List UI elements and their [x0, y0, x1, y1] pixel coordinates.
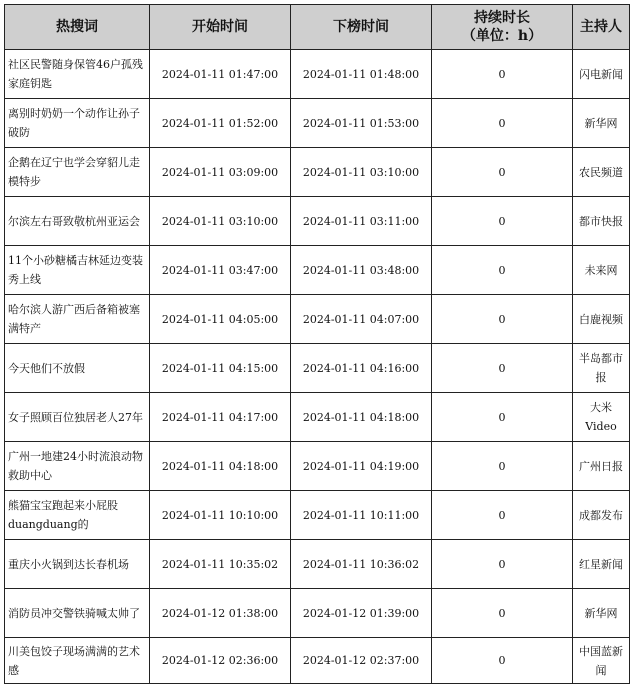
cell-host: 未来网 [573, 246, 630, 295]
cell-host: 红星新闻 [573, 540, 630, 589]
cell-end-time: 2024-01-11 04:16:00 [291, 344, 432, 393]
cell-end-time: 2024-01-11 10:36:02 [291, 540, 432, 589]
cell-keyword: 企鹅在辽宁也学会穿貂儿走模特步 [5, 148, 150, 197]
cell-duration: 0 [432, 393, 573, 442]
cell-duration: 0 [432, 50, 573, 99]
cell-start-time: 2024-01-11 04:15:00 [150, 344, 291, 393]
cell-start-time: 2024-01-11 04:17:00 [150, 393, 291, 442]
table-row [5, 99, 630, 148]
cell-duration: 0 [432, 442, 573, 491]
cell-duration: 0 [432, 589, 573, 638]
cell-host: 半岛都市报 [573, 344, 630, 393]
cell-duration: 0 [432, 491, 573, 540]
table-row [5, 638, 630, 684]
cell-start-time: 2024-01-11 10:10:00 [150, 491, 291, 540]
cell-host: 闪电新闻 [573, 50, 630, 99]
cell-keyword: 11个小砂糖橘吉林延边变装秀上线 [5, 246, 150, 295]
table-row [5, 540, 630, 589]
header-host: 主持人 [573, 5, 630, 50]
cell-host: 都市快报 [573, 197, 630, 246]
table-header [5, 5, 630, 50]
cell-host: 新华网 [573, 99, 630, 148]
cell-start-time: 2024-01-11 04:18:00 [150, 442, 291, 491]
cell-keyword: 女子照顾百位独居老人27年 [5, 393, 150, 442]
cell-end-time: 2024-01-11 04:18:00 [291, 393, 432, 442]
cell-duration: 0 [432, 148, 573, 197]
cell-start-time: 2024-01-11 01:47:00 [150, 50, 291, 99]
table-row [5, 442, 630, 491]
cell-duration: 0 [432, 638, 573, 684]
table-row [5, 197, 630, 246]
cell-start-time: 2024-01-11 03:47:00 [150, 246, 291, 295]
header-duration [432, 5, 573, 50]
cell-start-time: 2024-01-11 10:35:02 [150, 540, 291, 589]
table-row [5, 344, 630, 393]
cell-duration: 0 [432, 344, 573, 393]
hot-search-table [4, 4, 630, 684]
cell-keyword: 尔滨左右哥致敬杭州亚运会 [5, 197, 150, 246]
cell-end-time: 2024-01-12 02:37:00 [291, 638, 432, 684]
cell-end-time: 2024-01-11 04:07:00 [291, 295, 432, 344]
cell-keyword: 熊猫宝宝跑起来小屁股duangduang的 [5, 491, 150, 540]
cell-end-time: 2024-01-12 01:39:00 [291, 589, 432, 638]
cell-keyword: 消防员冲交警铁骑喊太帅了 [5, 589, 150, 638]
table-row [5, 246, 630, 295]
header-keyword: 热搜词 [5, 5, 150, 50]
cell-duration: 0 [432, 197, 573, 246]
table-body [5, 50, 630, 684]
cell-start-time: 2024-01-11 01:52:00 [150, 99, 291, 148]
cell-end-time: 2024-01-11 01:48:00 [291, 50, 432, 99]
cell-end-time: 2024-01-11 04:19:00 [291, 442, 432, 491]
cell-keyword: 今天他们不放假 [5, 344, 150, 393]
cell-end-time: 2024-01-11 03:11:00 [291, 197, 432, 246]
cell-duration: 0 [432, 99, 573, 148]
cell-host: 农民频道 [573, 148, 630, 197]
table-row [5, 491, 630, 540]
cell-start-time: 2024-01-12 02:36:00 [150, 638, 291, 684]
cell-duration: 0 [432, 246, 573, 295]
cell-host: 成都发布 [573, 491, 630, 540]
cell-duration: 0 [432, 295, 573, 344]
cell-end-time: 2024-01-11 03:10:00 [291, 148, 432, 197]
cell-host: 大米Video [573, 393, 630, 442]
cell-keyword: 重庆小火锅到达长春机场 [5, 540, 150, 589]
cell-keyword: 哈尔滨人游广西后备箱被塞满特产 [5, 295, 150, 344]
cell-start-time: 2024-01-11 04:05:00 [150, 295, 291, 344]
table-row [5, 295, 630, 344]
cell-end-time: 2024-01-11 03:48:00 [291, 246, 432, 295]
cell-host: 白鹿视频 [573, 295, 630, 344]
table-row [5, 589, 630, 638]
header-row [5, 5, 630, 50]
cell-end-time: 2024-01-11 01:53:00 [291, 99, 432, 148]
header-duration-label: 持续时长 [474, 10, 530, 26]
cell-duration: 0 [432, 540, 573, 589]
table-row [5, 50, 630, 99]
cell-start-time: 2024-01-11 03:09:00 [150, 148, 291, 197]
cell-start-time: 2024-01-12 01:38:00 [150, 589, 291, 638]
cell-keyword: 社区民警随身保管46户孤残家庭钥匙 [5, 50, 150, 99]
header-duration-unit: （单位：h） [461, 28, 543, 44]
cell-keyword: 离别时奶奶一个动作让孙子破防 [5, 99, 150, 148]
cell-host: 新华网 [573, 589, 630, 638]
cell-host: 广州日报 [573, 442, 630, 491]
table-row [5, 148, 630, 197]
cell-start-time: 2024-01-11 03:10:00 [150, 197, 291, 246]
cell-host: 中国蓝新闻 [573, 638, 630, 684]
table-row [5, 393, 630, 442]
header-start-time: 开始时间 [150, 5, 291, 50]
cell-end-time: 2024-01-11 10:11:00 [291, 491, 432, 540]
cell-keyword: 川美包饺子现场满满的艺术感 [5, 638, 150, 684]
cell-keyword: 广州一地建24小时流浪动物救助中心 [5, 442, 150, 491]
header-end-time: 下榜时间 [291, 5, 432, 50]
